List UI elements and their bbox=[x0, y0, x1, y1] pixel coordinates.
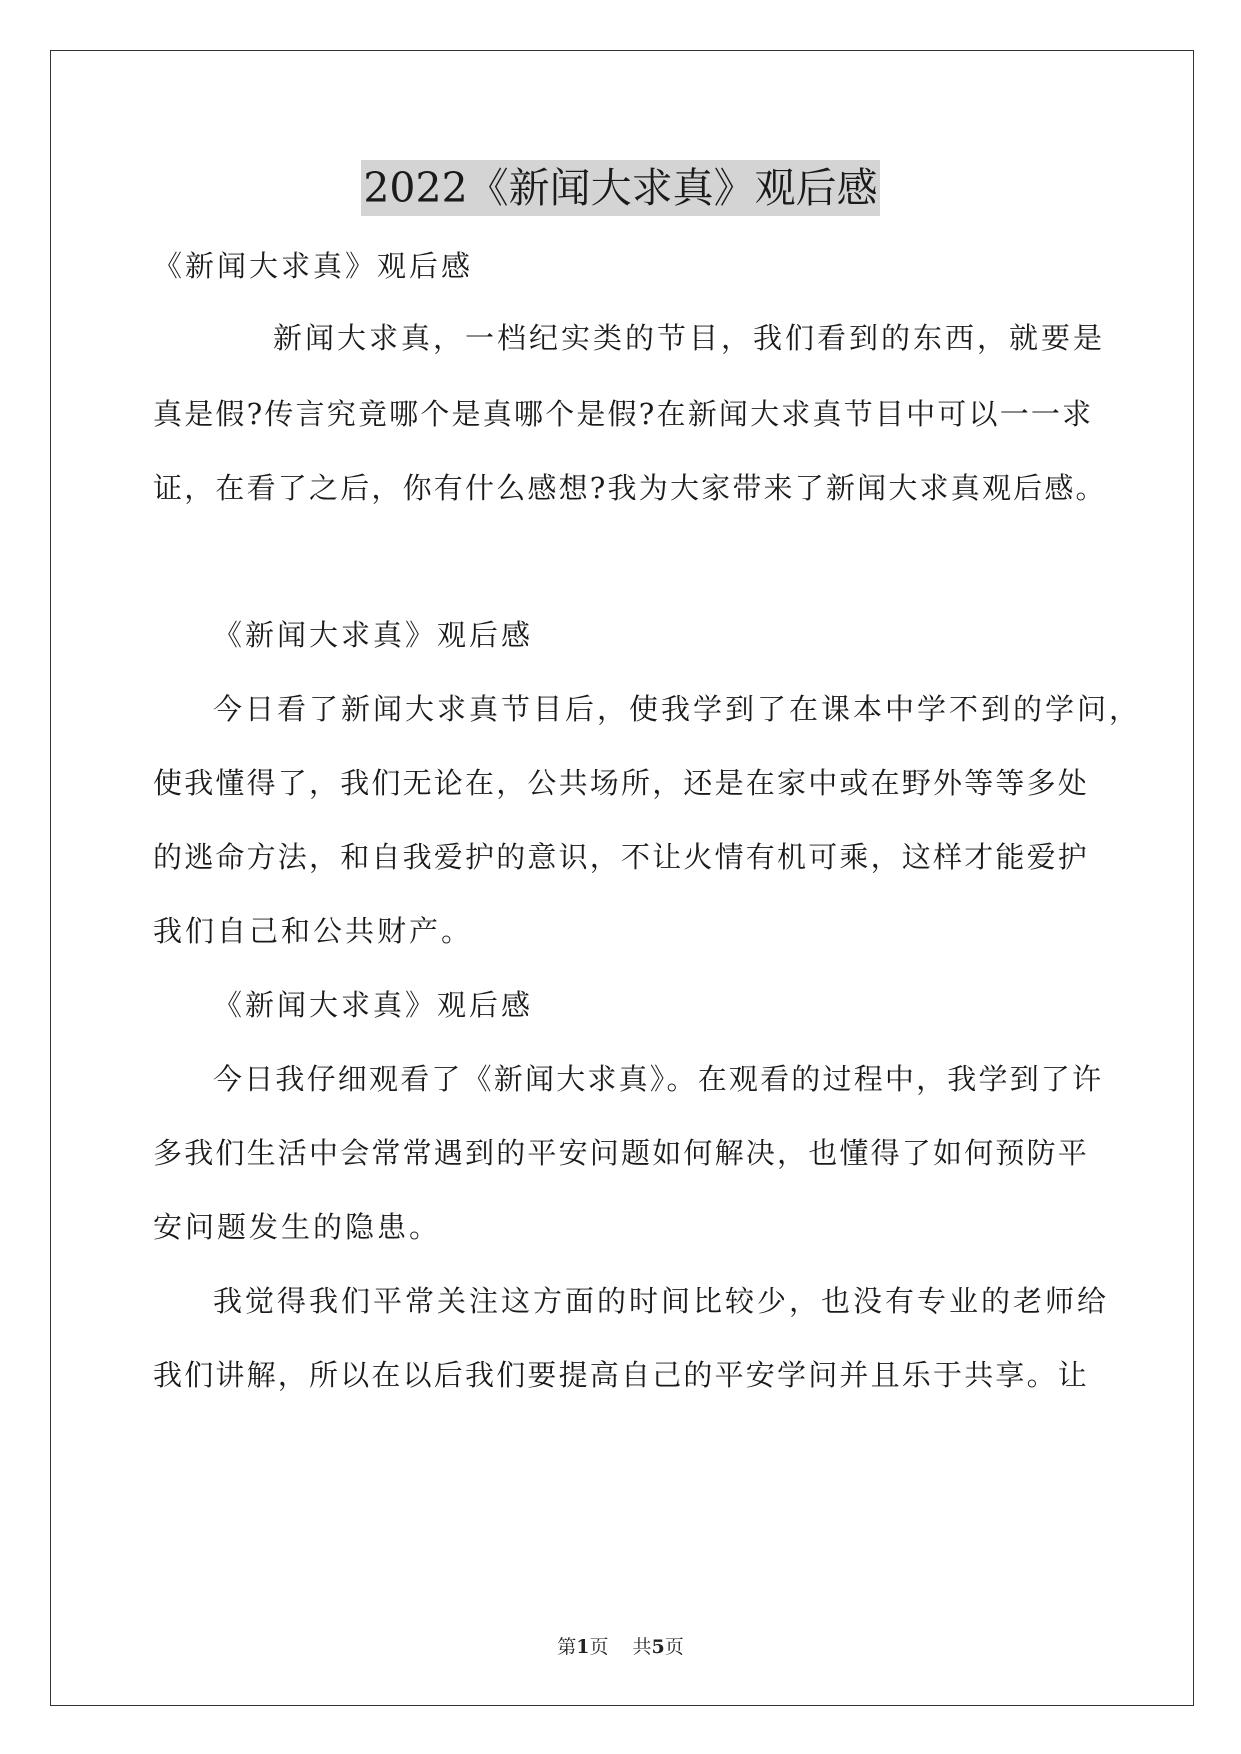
page-border bbox=[50, 50, 1194, 1706]
text-line: 多我们生活中会常常遇到的平安问题如何解决，也懂得了如何预防平 bbox=[153, 1136, 1090, 1170]
page-footer bbox=[0, 1632, 1241, 1659]
text-line: 《新闻大求真》观后感 bbox=[213, 618, 534, 652]
text-line: 的逃命方法，和自我爱护的意识，不让火情有机可乘，这样才能爱护 bbox=[153, 840, 1090, 874]
title-container bbox=[0, 160, 1241, 216]
text-line: 《新闻大求真》观后感 bbox=[213, 988, 534, 1022]
text-line: 使我懂得了，我们无论在，公共场所，还是在家中或在野外等等多处 bbox=[153, 766, 1090, 800]
total-suffix: 页 bbox=[664, 1636, 684, 1658]
text-line: 安问题发生的隐患。 bbox=[153, 1210, 442, 1244]
text-line: 我觉得我们平常关注这方面的时间比较少，也没有专业的老师给 bbox=[213, 1284, 1110, 1318]
text-line: 证，在看了之后，你有什么感想?我为大家带来了新闻大求真观后感。 bbox=[153, 471, 1107, 505]
text-line: 新闻大求真，一档纪实类的节目，我们看到的东西，就要是 bbox=[273, 321, 1106, 355]
page-current: 1 bbox=[576, 1636, 590, 1658]
text-line: 我们讲解，所以在以后我们要提高自己的平安学问并且乐于共享。让 bbox=[153, 1358, 1090, 1392]
document-title: 2022《新闻大求真》观后感 bbox=[361, 160, 879, 216]
text-line: 我们自己和公共财产。 bbox=[153, 914, 474, 948]
text-line: 今日我仔细观看了《新闻大求真》。在观看的过程中，我学到了许 bbox=[213, 1062, 1104, 1096]
text-line: 今日看了新闻大求真节目后，使我学到了在课本中学不到的学问， bbox=[213, 692, 1142, 726]
page-total: 5 bbox=[651, 1636, 665, 1658]
text-line: 真是假?传言究竟哪个是真哪个是假?在新闻大求真节目中可以一一求 bbox=[153, 397, 1094, 431]
text-line: 《新闻大求真》观后感 bbox=[153, 249, 474, 283]
total-prefix: 共 bbox=[632, 1636, 652, 1658]
page-prefix: 第 bbox=[557, 1636, 577, 1658]
page-suffix: 页 bbox=[589, 1636, 609, 1658]
